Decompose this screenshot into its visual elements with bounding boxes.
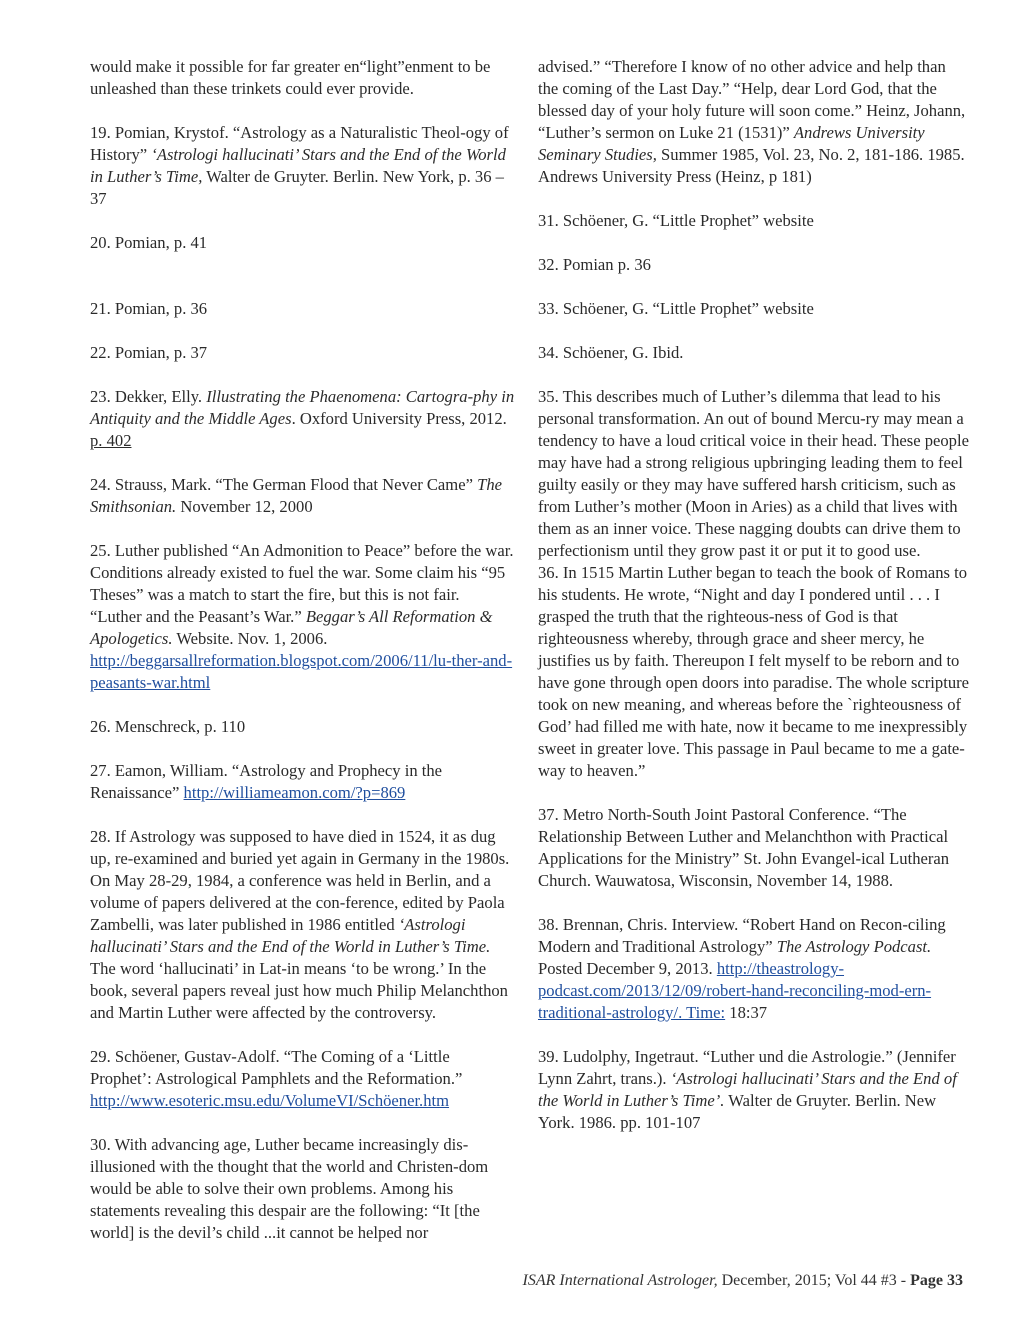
- right-column: [538, 56, 970, 1134]
- footnote-l1: [90, 56, 515, 100]
- footer-page-number: Page 33: [910, 1272, 963, 1289]
- footnote-text: advised.” “Therefore I know of no other advice and help than the coming of the Last Day.” “Help, dear Lord God, that the blessed day of your holy future will soon come.” Heinz, Johann, “Luther’s sermon on Luke 21 (1531)”: [538, 57, 966, 142]
- paragraph-spacer: [538, 782, 970, 804]
- paragraph-spacer: [90, 452, 515, 474]
- footnote-r9: [538, 914, 970, 1024]
- footnote-text: Andrews University Seminary Studies,: [538, 123, 925, 164]
- paragraph-spacer: [538, 892, 970, 914]
- footnote-text: The Smithsonian.: [90, 475, 502, 516]
- paragraph-spacer: [538, 364, 970, 386]
- footnote-text: 27. Eamon, William. “Astrology and Prophecy in the Renaissance”: [90, 761, 443, 802]
- paragraph-spacer: [538, 1024, 970, 1046]
- footnote-link[interactable]: http://theastrology-podcast.com/2013/12/09/robert-hand-reconciling-mod-ern-traditional-astrology/. Time:: [538, 959, 932, 1022]
- footnote-r8: [538, 804, 970, 892]
- footnote-text: 21. Pomian, p. 36: [90, 299, 208, 318]
- footnote-text: 39. Ludolphy, Ingetraut. “Luther und die Astrologie.” (Jennifer Lynn Zahrt, trans.).: [538, 1047, 956, 1088]
- footnote-text: 34. Schöener, G. Ibid.: [538, 343, 684, 362]
- footnote-text: 24. Strauss, Mark. “The German Flood that Never Came”: [90, 475, 478, 494]
- footnote-l3: [90, 232, 515, 254]
- footnote-text: November 12, 2000: [176, 497, 313, 516]
- footnote-l8: [90, 540, 515, 694]
- paragraph-spacer: [90, 100, 515, 122]
- footnote-text: 23. Dekker, Elly.: [90, 387, 207, 406]
- footnote-text: Website. Nov. 1, 2006.: [172, 629, 328, 648]
- footnote-text: 18:37: [725, 1003, 768, 1022]
- footnote-l13: [90, 1134, 515, 1244]
- footnote-r7: [538, 562, 970, 782]
- paragraph-spacer: [90, 694, 515, 716]
- paragraph-spacer: [90, 1024, 515, 1046]
- paragraph-spacer: [90, 364, 515, 386]
- footnote-link[interactable]: http://www.esoteric.msu.edu/VolumeVI/Schöener.htm: [90, 1091, 450, 1110]
- paragraph-spacer: [538, 232, 970, 254]
- footnote-text: 26. Menschreck, p. 110: [90, 717, 246, 736]
- footnote-text: 28. If Astrology was supposed to have died in 1524, it as dug up, re-examined and buried yet again in Germany in the 1980s. On May 28-29, 1984, a conference was held in Berlin, and a volume of papers delivered at the con-ference, edited by Paola Zambelli, was later published in 1986 entitled: [90, 827, 510, 934]
- footer-publication: ISAR International Astrologer,: [522, 1272, 718, 1289]
- footnote-l7: [90, 474, 515, 518]
- footer-issue: December, 2015; Vol 44 #3 -: [717, 1272, 911, 1289]
- footnote-text: 29. Schöener, Gustav-Adolf. “The Coming of a ‘Little Prophet’: Astrological Pamphlets and the Reformation.”: [90, 1047, 463, 1088]
- paragraph-spacer: [90, 1112, 515, 1134]
- footnote-text: Beggar’s All Reformation & Apologetics.: [90, 607, 493, 648]
- footnote-link[interactable]: http://williameamon.com/?p=869: [183, 783, 406, 802]
- footnote-text: Illustrating the Phaenomena: Cartogra-phy in Antiquity and the Middle Ages: [90, 387, 515, 428]
- paragraph-spacer: [90, 738, 515, 760]
- footnote-l12: [90, 1046, 515, 1112]
- paragraph-spacer: [538, 188, 970, 210]
- footnote-text: Posted December 9, 2013.: [538, 959, 717, 978]
- footnote-text: would make it possible for far greater en“light”enment to be unleashed than these trinkets could ever provide.: [90, 57, 491, 98]
- footnote-text: ‘Astrologi hallucinati’ Stars and the End of the World in Luther’s Time.: [90, 915, 491, 956]
- footnote-r6: [538, 386, 970, 562]
- footnote-l4: [90, 298, 515, 320]
- paragraph-spacer: [90, 320, 515, 342]
- footnote-text: ‘Astrologi hallucinati’ Stars and the End of the World in Luther’s Time’.: [538, 1069, 957, 1110]
- footnote-text: 20. Pomian, p. 41: [90, 233, 208, 252]
- footnote-text: The Astrology Podcast.: [776, 937, 932, 956]
- footnote-l9: [90, 716, 515, 738]
- footnote-text: 36. In 1515 Martin Luther began to teach the book of Romans to his students. He wrote, “Night and day I pondered until . . . I grasped the truth that the righteous-ness of God is that righteousness whereby, through grace and sheer mercy, he justifies us by faith. Thereupon I felt myself to be reborn and to have gone through open doors into paradise. The whole scripture took on new meaning, and whereas before the `righteousness of God’ had filled me with hate, now it became to me inexpressibly sweet in greater love. This passage in Paul became to me a gate-way to heaven.”: [538, 563, 970, 780]
- left-column: [90, 56, 515, 1244]
- footnote-r2: [538, 210, 970, 232]
- footnote-text: 35. This describes much of Luther’s dilemma that lead to his personal transformation. An out of bound Mercu-ry may mean a tendency to have a loud critical voice in their head. These people may have had a strong religious upbringing leading them to feel guilty easily or they may have suffered harsh criticism, such as from Luther’s mother (Moon in Aries) as a child that lives with them as an inner voice. These nagging doubts can drive them to perfectionism until they grow past it or put it to good use.: [538, 387, 969, 560]
- footnote-r3: [538, 254, 970, 276]
- footnote-link[interactable]: http://beggarsallreformation.blogspot.com/2006/11/lu-ther-and-peasants-war.html: [90, 651, 513, 692]
- footnote-text: 30. With advancing age, Luther became increasingly dis-illusioned with the thought that the world and Christen-dom would be able to solve their own problems. Among his statements revealing this despair are the following: “It [the world] is the devil’s child ...it cannot be helped nor: [90, 1135, 489, 1242]
- footnote-l11: [90, 826, 515, 1024]
- footnote-l10: [90, 760, 515, 804]
- footnote-text: The word ‘hallucinati’ in Lat-in means ‘to be wrong.’ In the book, several papers reveal just how much Philip Melanchthon and Martin Luther were affected by the controversy.: [90, 959, 508, 1022]
- footnote-text: Walter de Gruyter. Berlin. New York. 1986. pp. 101-107: [538, 1091, 937, 1132]
- footnote-r1: [538, 56, 970, 188]
- footnote-r5: [538, 342, 970, 364]
- footnote-r10: [538, 1046, 970, 1134]
- footnote-text: 31. Schöener, G. “Little Prophet” website: [538, 211, 814, 230]
- paragraph-spacer: [538, 276, 970, 298]
- page-footer: [0, 1272, 963, 1290]
- footnote-text: 19. Pomian, Krystof. “Astrology as a Naturalistic Theol-ogy of History”: [90, 123, 509, 164]
- footnote-l6: [90, 386, 515, 452]
- footnote-text: ‘Astrologi hallucinati’ Stars and the End of the World in Luther’s Time,: [90, 145, 506, 186]
- footnote-text: 32. Pomian p. 36: [538, 255, 651, 274]
- paragraph-spacer: [90, 518, 515, 540]
- paragraph-spacer: [90, 804, 515, 826]
- paragraph-spacer: [90, 254, 515, 298]
- footnote-text: Walter de Gruyter. Berlin. New York, p. 36 – 37: [90, 167, 504, 208]
- footnote-text: p. 402: [90, 431, 132, 450]
- paragraph-spacer: [538, 320, 970, 342]
- footnote-text: 33. Schöener, G. “Little Prophet” website: [538, 299, 814, 318]
- paragraph-spacer: [90, 210, 515, 232]
- footnote-text: 22. Pomian, p. 37: [90, 343, 208, 362]
- footnote-text: . Oxford University Press, 2012.: [291, 409, 507, 428]
- footnote-text: 37. Metro North-South Joint Pastoral Conference. “The Relationship Between Luther and Melanchthon with Practical Applications for the Ministry” St. John Evangel-ical Lutheran Church. Wauwatosa, Wisconsin, November 14, 1988.: [538, 805, 950, 890]
- footnote-text: 25. Luther published “An Admonition to Peace” before the war. Conditions already existed to fuel the war. Some claim his “95 Theses” was a match to start the fire, but this is not fair. “Luther and the Peasant’s War.”: [90, 541, 514, 626]
- footnote-text: 38. Brennan, Chris. Interview. “Robert Hand on Recon-ciling Modern and Traditional Astrology”: [538, 915, 946, 956]
- footnote-l5: [90, 342, 515, 364]
- footnote-l2: [90, 122, 515, 210]
- footnote-text: Summer 1985, Vol. 23, No. 2, 181-186. 1985. Andrews University Press (Heinz, p 181): [538, 145, 965, 186]
- footnote-r4: [538, 298, 970, 320]
